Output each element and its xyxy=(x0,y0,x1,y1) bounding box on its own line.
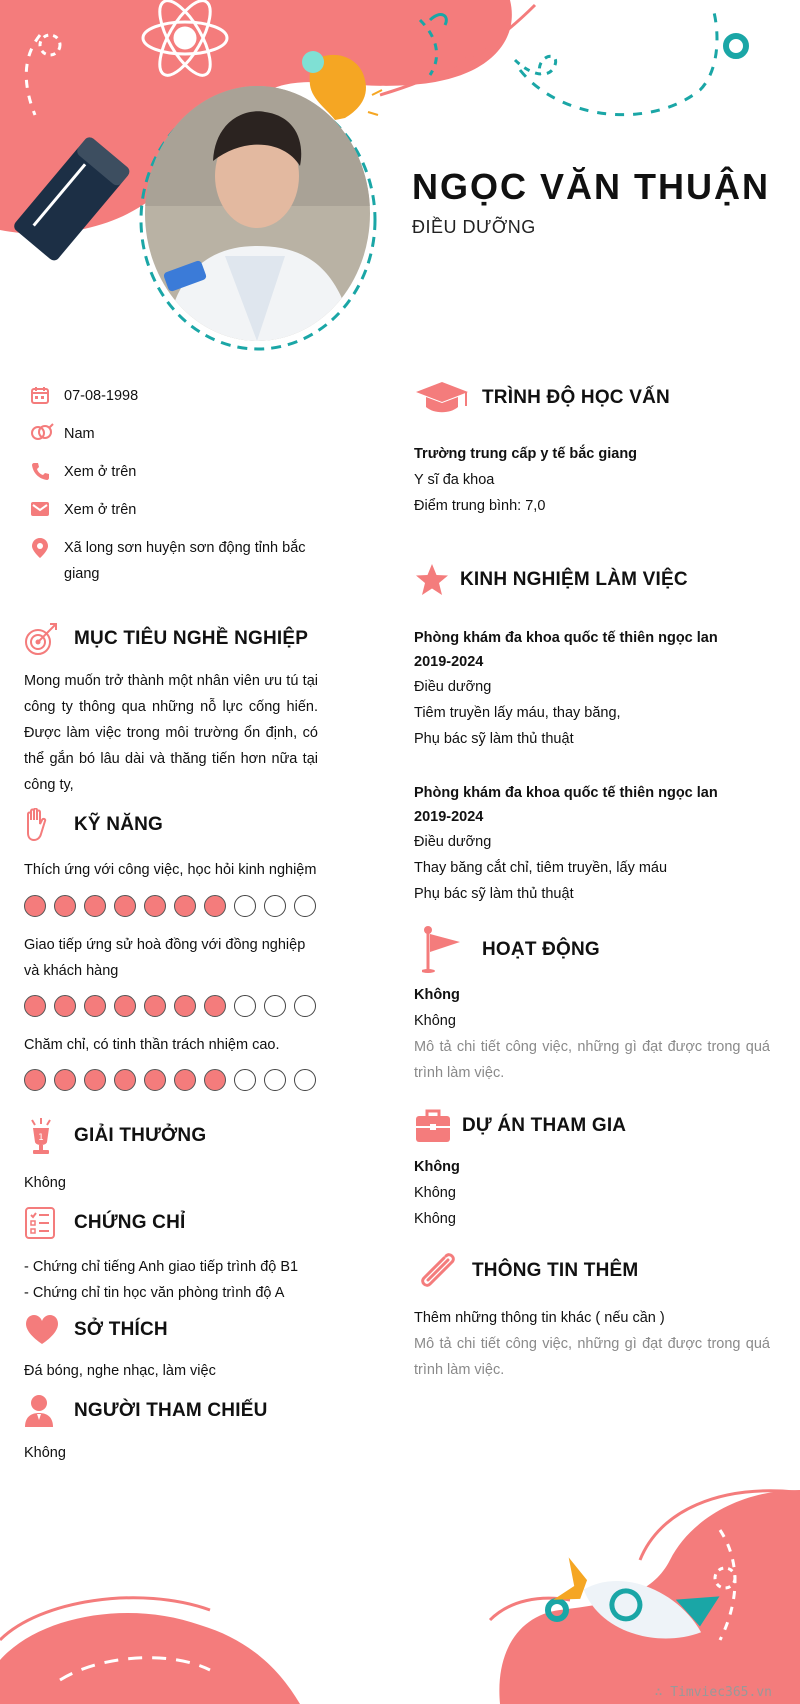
skill-2-rating xyxy=(24,995,316,1017)
activity-desc: Mô tả chi tiết công việc, những gì đạt được trong quá trình làm việc. xyxy=(414,1039,770,1081)
skill-3-rating xyxy=(24,1069,316,1091)
rating-dot-filled xyxy=(114,895,136,917)
exp-2-line-2: Phụ bác sỹ làm thủ thuật xyxy=(414,886,574,902)
brand-watermark: ∴ Timviec365.vn xyxy=(654,1685,772,1700)
rating-dot-empty xyxy=(264,895,286,917)
rating-dot-filled xyxy=(204,895,226,917)
certificate-line-1: - Chứng chỉ tiếng Anh giao tiếp trình độ B1 xyxy=(24,1259,299,1275)
education-heading: TRÌNH ĐỘ HỌC VẤN xyxy=(414,380,670,416)
skill-2-label: Giao tiếp ứng sử hoà đồng với đồng nghiệp và khách hàng xyxy=(24,937,306,979)
rating-dot-filled xyxy=(144,995,166,1017)
project-line-3: Không xyxy=(414,1211,456,1227)
activity-name: Không xyxy=(414,987,460,1003)
awards-heading: 1 GIẢI THƯỞNG xyxy=(24,1116,206,1156)
flag-icon xyxy=(422,926,462,974)
extra-desc: Mô tả chi tiết công việc, những gì đạt được trong quá trình làm việc. xyxy=(414,1336,770,1378)
exp-1-line-1: Tiêm truyền lấy máu, thay băng, xyxy=(414,705,621,721)
exp-1-company: Phòng khám đa khoa quốc tế thiên ngọc lan xyxy=(414,630,718,646)
rating-dot-filled xyxy=(24,895,46,917)
rating-dot-filled xyxy=(174,895,196,917)
briefcase-icon xyxy=(414,1108,452,1144)
rating-dot-empty xyxy=(264,1069,286,1091)
rating-dot-filled xyxy=(204,995,226,1017)
certificate-line-2: - Chứng chỉ tin học văn phòng trình độ A xyxy=(24,1285,285,1301)
rating-dot-filled xyxy=(144,895,166,917)
objective-text: Mong muốn trở thành một nhân viên ưu tú tại công ty thông qua những nỗ lực cống hiến. Được làm việc trong môi trường ổn định, có thể gắn bó lâu dài và thăng tiến hơn nữa tại công ty, xyxy=(24,673,318,793)
profile-photo xyxy=(145,86,370,341)
checklist-icon xyxy=(24,1206,56,1240)
extra-text: Thêm những thông tin khác ( nếu cần ) xyxy=(414,1310,665,1326)
email-icon xyxy=(30,497,64,524)
contact-address: Xã long sơn huyện sơn động tỉnh bắc giang xyxy=(30,535,330,587)
rating-dot-filled xyxy=(114,1069,136,1091)
rating-dot-empty xyxy=(234,995,256,1017)
exp-2-line-1: Thay băng cắt chỉ, tiêm truyền, lấy máu xyxy=(414,860,668,876)
skills-heading: KỸ NĂNG xyxy=(24,808,163,842)
rating-dot-filled xyxy=(54,895,76,917)
location-icon xyxy=(30,535,64,587)
rating-dot-empty xyxy=(294,1069,316,1091)
references-text: Không xyxy=(24,1445,66,1461)
rating-dot-empty xyxy=(264,995,286,1017)
paperclip-icon xyxy=(416,1250,458,1292)
rating-dot-filled xyxy=(144,1069,166,1091)
hobbies-text: Đá bóng, nghe nhạc, làm việc xyxy=(24,1363,216,1379)
exp-2-period: 2019-2024 xyxy=(414,809,484,825)
trophy-icon xyxy=(24,1116,58,1156)
heart-icon xyxy=(24,1314,60,1346)
extra-heading: THÔNG TIN THÊM xyxy=(416,1250,638,1292)
exp-2-position: Điều dưỡng xyxy=(414,834,492,850)
rating-dot-empty xyxy=(234,1069,256,1091)
candidate-role: ĐIỀU DƯỠNG xyxy=(412,217,536,237)
rating-dot-filled xyxy=(174,1069,196,1091)
star-icon xyxy=(414,562,450,598)
phone-icon xyxy=(30,459,64,486)
project-line-2: Không xyxy=(414,1185,456,1201)
rating-dot-filled xyxy=(24,995,46,1017)
rating-dot-filled xyxy=(114,995,136,1017)
rating-dot-filled xyxy=(54,1069,76,1091)
activity-role: Không xyxy=(414,1013,456,1029)
person-icon xyxy=(24,1394,54,1428)
rating-dot-filled xyxy=(84,1069,106,1091)
contact-dob: 07-08-1998 xyxy=(30,383,320,410)
exp-1-period: 2019-2024 xyxy=(414,654,484,670)
svg-text:1: 1 xyxy=(38,1133,44,1143)
gender-icon xyxy=(30,421,64,448)
education-school: Trường trung cấp y tế bắc giang xyxy=(414,446,638,462)
references-heading: NGƯỜI THAM CHIẾU xyxy=(24,1394,268,1428)
rating-dot-filled xyxy=(24,1069,46,1091)
activities-heading: HOẠT ĐỘNG xyxy=(422,926,600,974)
contact-phone: Xem ở trên xyxy=(30,459,320,486)
project-line-1: Không xyxy=(414,1159,460,1175)
hand-icon xyxy=(24,808,50,842)
exp-1-line-2: Phụ bác sỹ làm thủ thuật xyxy=(414,731,574,747)
rating-dot-empty xyxy=(294,995,316,1017)
graduation-cap-icon xyxy=(414,380,470,416)
rating-dot-filled xyxy=(84,895,106,917)
awards-text: Không xyxy=(24,1175,66,1191)
candidate-name: NGỌC VĂN THUẬN xyxy=(412,166,770,207)
education-major: Y sĩ đa khoa xyxy=(414,472,495,488)
skill-3-label: Chăm chỉ, có tinh thần trách nhiệm cao. xyxy=(24,1037,280,1053)
skill-1-label: Thích ứng với công việc, học hỏi kinh nghiệm xyxy=(24,862,317,878)
rating-dot-empty xyxy=(294,895,316,917)
rating-dot-filled xyxy=(204,1069,226,1091)
certificates-heading: CHỨNG CHỈ xyxy=(24,1206,186,1240)
exp-1-position: Điều dưỡng xyxy=(414,679,492,695)
rating-dot-empty xyxy=(234,895,256,917)
rating-dot-filled xyxy=(174,995,196,1017)
contact-gender: Nam xyxy=(30,421,320,448)
target-icon xyxy=(24,622,58,656)
education-gpa: Điểm trung bình: 7,0 xyxy=(414,498,546,514)
rating-dot-filled xyxy=(84,995,106,1017)
rating-dot-filled xyxy=(54,995,76,1017)
exp-2-company: Phòng khám đa khoa quốc tế thiên ngọc lan xyxy=(414,785,718,801)
calendar-icon xyxy=(30,383,64,410)
experience-heading: KINH NGHIỆM LÀM VIỆC xyxy=(414,562,688,598)
contact-email: Xem ở trên xyxy=(30,497,320,524)
objective-heading: MỤC TIÊU NGHỀ NGHIỆP xyxy=(24,622,308,656)
hobbies-heading: SỞ THÍCH xyxy=(24,1314,168,1346)
projects-heading: DỰ ÁN THAM GIA xyxy=(414,1108,626,1144)
skill-1-rating xyxy=(24,895,316,917)
